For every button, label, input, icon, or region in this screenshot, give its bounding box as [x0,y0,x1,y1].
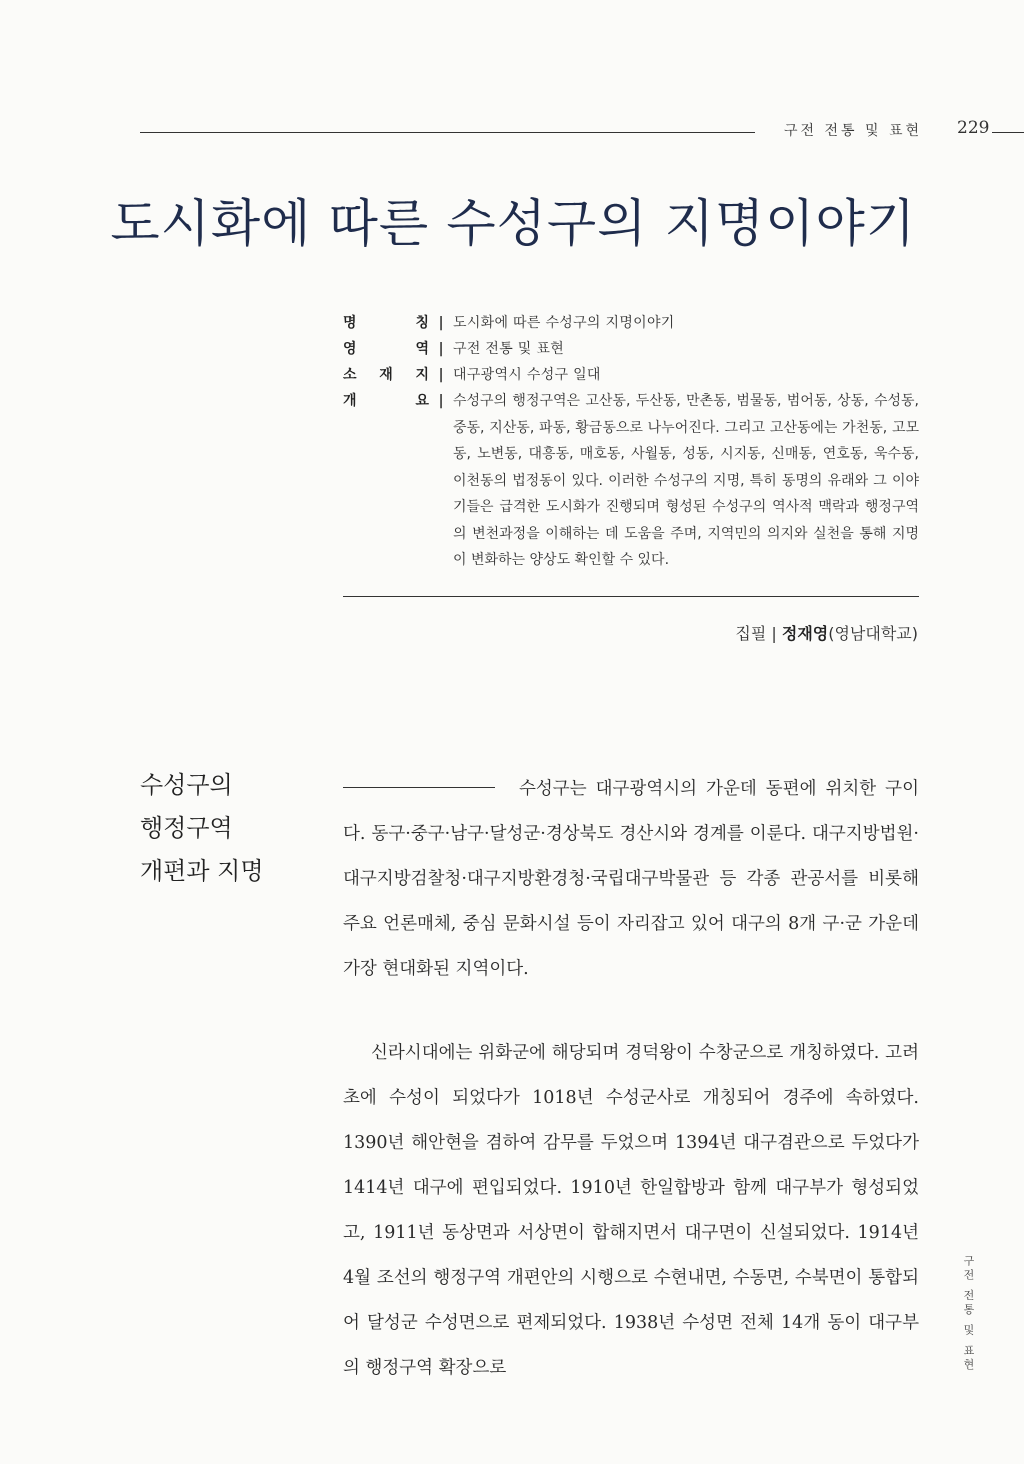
meta-label-char: 영 [343,341,357,357]
meta-row-domain [343,336,919,362]
section-heading-line: 수성구의 [140,771,233,799]
meta-value: 도시화에 따른 수성구의 지명이야기 [453,315,675,331]
header-rule-left [140,132,755,133]
meta-label-char: 칭 [415,315,429,331]
meta-label-char: 명 [343,315,357,331]
meta-label-char: 역 [415,341,429,357]
meta-label [343,362,429,388]
meta-label-char: 재 [379,367,393,383]
meta-row-location [343,362,919,388]
page-number: 229 [957,118,990,138]
author-separator: | [771,624,777,643]
meta-separator: | [438,341,444,357]
body-paragraph: 수성구는 대구광역시의 가운데 동편에 위치한 구이다. 동구·중구·남구·달성군·경상북도 경산시와 경계를 이룬다. 대구지방법원·대구지방검찰청·대구지방환경청·국립대구박물관 등 각종 관공서를 비롯해 주요 언론매체, 중심 문화시설 등이 자리잡고 있어 대구의 8개 구·군 가운데 가장 현대화된 지역이다. [343,779,919,979]
meta-label-char: 개 [343,393,357,409]
running-header-section: 구전 전통 및 표현 [784,123,923,139]
header-rule-right [992,132,1024,133]
meta-separator: | [438,367,444,383]
meta-label-char: 지 [415,367,429,383]
meta-value: 구전 전통 및 표현 [453,341,565,357]
side-section-tab: 구전 전통 및 표현 [962,1255,975,1373]
body-text [343,767,919,1391]
section-heading [140,764,320,893]
author-credit [735,621,918,644]
meta-label [343,388,429,574]
meta-divider [343,596,919,597]
meta-separator: | [438,393,444,409]
meta-label [343,310,429,336]
author-name: 정재영 [781,624,829,643]
meta-label-char: 소 [343,367,357,383]
meta-row-summary [343,388,919,574]
author-label: 집필 [735,624,767,643]
meta-row-name [343,310,919,336]
meta-summary-text: 수성구의 행정구역은 고산동, 두산동, 만촌동, 범물동, 범어동, 상동, 수성동, 중동, 지산동, 파동, 황금동으로 나누어진다. 그리고 고산동에는 가천동, 고모동, 노변동, 대흥동, 매호동, 사월동, 성동, 시지동, 신매동, 연호동, 욱수동, 이천동의 법정동이 있다. 이러한 수성구의 지명, 특히 동명의 유래와 그 이야기들은 급격한 도시화가 진행되며 형성된 수성구의 역사적 맥락과 행정구역의 변천과정을 이해하는 데 도움을 주며, 지역민의 의지와 실천을 통해 지명이 변화하는 양상도 확인할 수 있다. [453,393,919,568]
meta-label-char: 요 [415,393,429,409]
meta-value: 대구광역시 수성구 일대 [453,367,601,383]
meta-label [343,336,429,362]
metadata-block [343,310,919,574]
page-title: 도시화에 따른 수성구의 지명이야기 [110,195,916,254]
body-paragraph: 신라시대에는 위화군에 해당되며 경덕왕이 수창군으로 개칭하였다. 고려초에 수성이 되었다가 1018년 수성군사로 개칭되어 경주에 속하였다. 1390년 해안현을 겸하여 감무를 두었으며 1394년 대구겸관으로 두었다가 1414년 대구에 편입되었다. 1910년 한일합방과 함께 대구부가 형성되었고, 1911년 동상면과 서상면이 합해지면서 대구면이 신설되었다. 1914년 4월 조선의 행정구역 개편안의 시행으로 수현내면, 수동면, 수북면이 통합되어 달성군 수성면으로 편제되었다. 1938년 수성면 전체 14개 동이 대구부의 행정구역 확장으로 [343,1043,919,1378]
section-heading-line: 행정구역 [140,814,233,842]
author-affiliation: (영남대학교) [828,624,918,643]
section-heading-line: 개편과 지명 [140,857,264,885]
meta-separator: | [438,315,444,331]
